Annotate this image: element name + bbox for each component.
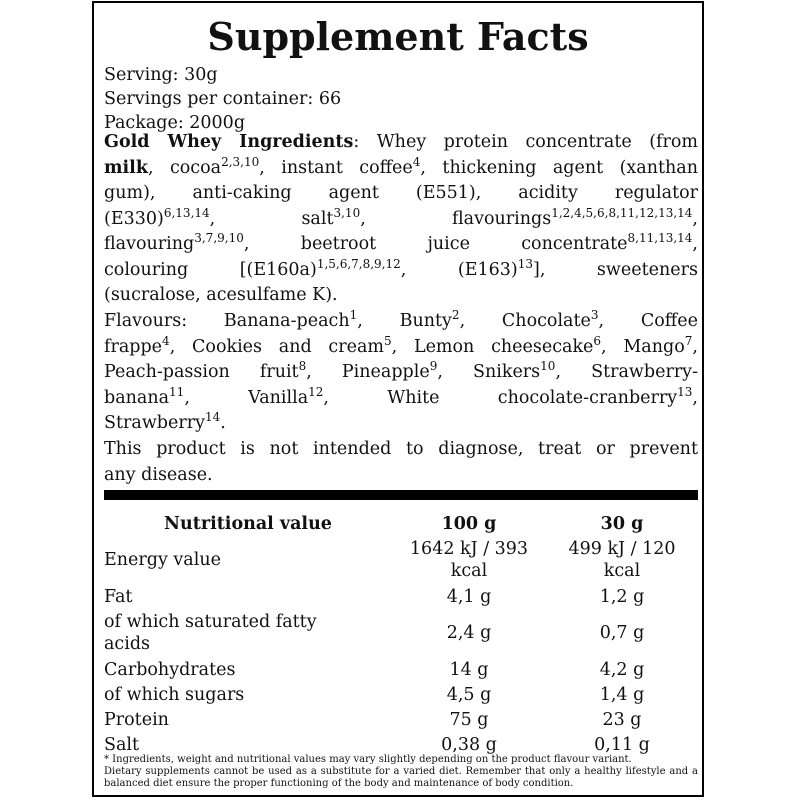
flavour-name: Strawberry — [104, 413, 205, 433]
ingredient-text: , (E163) — [400, 259, 518, 280]
table-row — [104, 707, 698, 732]
footnote-ref: 2,3,10 — [221, 154, 260, 169]
nutrient-name: Salt — [104, 734, 140, 755]
nutrition-table — [104, 512, 698, 757]
footnote-ref: 8,11,13,14 — [627, 231, 693, 245]
flavours-section — [104, 309, 698, 437]
name-line: acids — [104, 634, 151, 654]
footnote-ref: 8 — [298, 359, 307, 373]
supplement-facts-label — [92, 1, 704, 797]
value-30g — [546, 536, 698, 584]
footnote-ref: 1,2,4,5,6,8,11,12,13,14 — [551, 205, 693, 220]
flavour-name-start: Strawberry- — [591, 362, 698, 382]
ingredient-text: colouring [(E160a) — [104, 259, 317, 280]
disclaimer — [104, 437, 698, 488]
flavour-name-end: frappe — [104, 336, 163, 357]
column-header: 30 g — [600, 514, 644, 534]
nutrient-name: of which sugars — [104, 684, 245, 705]
column-header: Nutritional value — [164, 514, 332, 534]
value-100g: 14 g — [449, 659, 489, 680]
footnote-ref: 12 — [308, 384, 324, 399]
table-row — [104, 609, 698, 657]
ingredient-text: , — [692, 208, 698, 229]
package-size: Package: 2000g — [104, 113, 246, 133]
footnote-ref: 9 — [429, 359, 438, 373]
ingredient-text: (sucralose, acesulfame K). — [104, 285, 338, 305]
value-30g: 1,2 g — [599, 586, 645, 607]
footnote-ref: 11 — [169, 384, 185, 399]
value-30g: 4,2 g — [599, 659, 645, 680]
ingredients-line — [104, 156, 698, 182]
flavour-name: Bunty — [399, 311, 452, 331]
ingredients-line — [104, 258, 698, 284]
flavour-name: Snikers — [472, 362, 541, 382]
ingredient-text: , beetroot juice concentrate — [243, 234, 628, 254]
footnote-ref: 3,10 — [333, 205, 361, 220]
ingredient-text: flavouring — [104, 234, 195, 254]
value-100g: 75 g — [449, 709, 489, 730]
nutrient-name — [104, 609, 392, 657]
footnote-ref: 4 — [162, 333, 170, 348]
footnote-ref: 10 — [540, 359, 556, 373]
ingredient-text: , cocoa — [147, 157, 222, 178]
allergen-milk: milk — [104, 157, 148, 178]
value-line: 499 kJ / 120 — [568, 539, 676, 559]
ingredient-text: : Whey protein concentrate (from — [353, 132, 698, 152]
ingredients-line — [104, 181, 698, 207]
footnote-ref: 3 — [590, 308, 599, 322]
footnote-ref: 1,5,6,7,8,9,12 — [316, 256, 401, 271]
table-row — [104, 584, 698, 609]
value-30g: 0,11 g — [594, 734, 650, 755]
value-100g: 2,4 g — [446, 623, 492, 643]
nutrient-name: Fat — [104, 586, 133, 607]
nutrient-name: Protein — [104, 709, 169, 730]
footnote-ref: 14 — [204, 410, 221, 424]
footnote-line: * Ingredients, weight and nutritional values may vary slightly depending on the product flavour variant. — [104, 754, 632, 765]
value-30g: 1,4 g — [599, 684, 645, 705]
table-row — [104, 536, 698, 584]
ingredients-line — [104, 283, 698, 309]
footnote-ref: 2 — [451, 308, 460, 322]
ingredients-line — [104, 130, 698, 156]
ingredient-text: ], sweeteners — [533, 259, 698, 280]
table-row — [104, 682, 698, 707]
footnote-ref: 13 — [677, 384, 693, 399]
ingredient-text: gum), anti-caking agent (E551), acidity regulator — [104, 183, 698, 203]
flavour-name: Pineapple — [341, 362, 430, 382]
ingredient-text: , thickening agent (xanthan — [420, 157, 698, 178]
flavour-name: White — [387, 387, 440, 408]
flavour-name: Mango — [623, 336, 685, 357]
value-100g — [392, 536, 546, 584]
nutrient-name: Carbohydrates — [104, 659, 236, 680]
serving-info — [104, 63, 341, 135]
footnote-ref: 4 — [412, 154, 421, 169]
flavour-name: Peach-passion fruit — [104, 362, 299, 382]
value-100g: 0,38 g — [441, 734, 497, 755]
footnote-line: balanced diet ensure the proper functioning of the body and maintenance of body condition. — [104, 778, 574, 789]
ingredients-heading: Gold Whey Ingredients — [104, 132, 354, 152]
ingredient-text: (E330) — [104, 208, 164, 229]
flavour-name-end: banana — [104, 387, 170, 408]
value-line: kcal — [450, 561, 488, 581]
flavours-line: frappe$^4$, Cookies and cream$^5$, Lemon cheesecake$^6$, Mango$^7$, — [104, 333, 698, 357]
footnote-ref: 6,13,14 — [163, 205, 210, 220]
ingredients-section — [104, 130, 698, 309]
ingredients-line — [104, 207, 698, 233]
footnote-ref: 1 — [349, 308, 358, 322]
flavour-name: Lemon cheesecake — [413, 336, 594, 357]
column-header: 100 g — [441, 514, 497, 534]
flavours-line: Peach-passion fruit$^8$, Pineapple$^9$, Snikers$^{10}$, Strawberry- — [104, 359, 698, 382]
ingredient-text: , — [692, 234, 698, 254]
value-100g: 4,5 g — [446, 684, 492, 705]
flavour-name: Banana-peach — [223, 311, 350, 331]
nutrient-name: Energy value — [104, 550, 221, 570]
footnote-ref: 6 — [593, 333, 602, 348]
disclaimer-line: any disease. — [104, 464, 213, 485]
section-divider — [104, 490, 698, 500]
ingredient-text: , instant coffee — [259, 157, 413, 178]
flavour-name: Cookies and cream — [192, 336, 384, 357]
value-line: kcal — [603, 561, 641, 581]
page-title: Supplement Facts — [207, 14, 589, 59]
footnote-ref: 13 — [517, 256, 533, 271]
footnote-line: Dietary supplements cannot be used as a substitute for a varied diet. Remember that only a healthy lifestyle and a — [104, 766, 698, 777]
value-30g: 23 g — [602, 709, 642, 730]
flavour-name: chocolate-cranberry — [497, 387, 678, 408]
footnote-ref: 3,7,9,10 — [194, 231, 244, 245]
flavours-line: Strawberry$^{14}$. — [104, 410, 226, 433]
serving-size: Serving: 30g — [104, 65, 218, 85]
ingredient-text: , flavourings — [360, 208, 552, 229]
ingredient-text: , salt — [209, 208, 334, 229]
footnote-ref: 7 — [684, 333, 693, 348]
disclaimer-line: This product is not intended to diagnose, treat or prevent — [104, 439, 698, 459]
flavour-name: Vanilla — [248, 387, 309, 408]
footnote-ref: 5 — [383, 333, 392, 348]
table-row — [104, 657, 698, 682]
ingredients-line — [104, 232, 698, 258]
name-line: of which saturated fatty — [104, 612, 317, 632]
value-line: 1642 kJ / 393 — [409, 539, 529, 559]
flavours-line: banana$^{11}$, Vanilla$^{12}$, White chocolate-cranberry$^{13}$, — [104, 384, 698, 408]
value-30g: 0,7 g — [599, 623, 645, 643]
flavours-label: Flavours: — [104, 311, 188, 331]
flavour-name-start: Coffee — [640, 311, 698, 331]
footnote — [104, 754, 698, 790]
flavours-line: Flavours: Banana-peach$^1$, Bunty$^2$, Chocolate$^3$, Coffee — [104, 308, 698, 331]
servings-per-container: Servings per container: 66 — [104, 89, 342, 109]
flavour-name: Chocolate — [501, 311, 591, 331]
value-100g: 4,1 g — [446, 586, 492, 607]
table-header-row — [104, 512, 698, 536]
